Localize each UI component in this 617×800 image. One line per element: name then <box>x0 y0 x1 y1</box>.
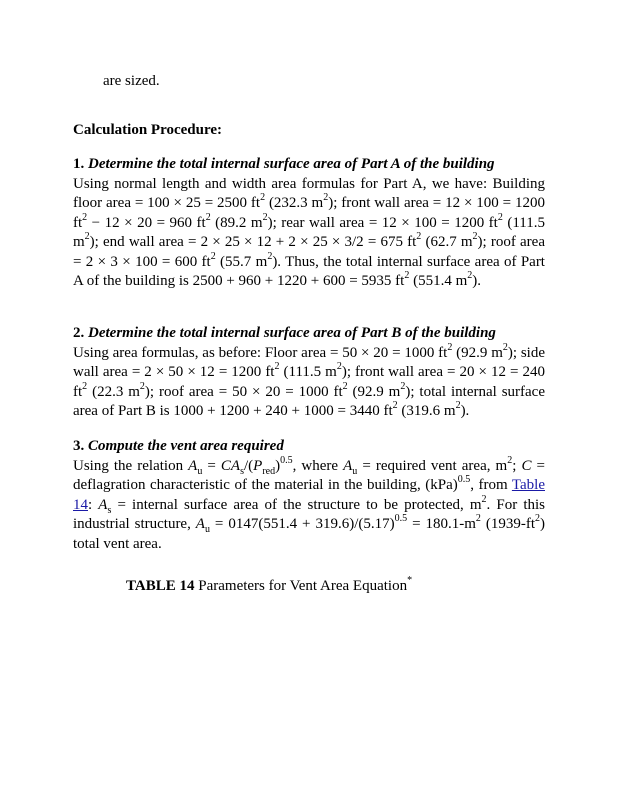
body-text-run: (319.6 m <box>397 403 456 419</box>
body-text-run: : <box>88 496 99 513</box>
body-text-run: = internal surface area of the structure to be protected, m <box>111 496 482 513</box>
superscript-text: 2 <box>82 380 88 392</box>
table-caption <box>126 577 412 597</box>
body-text-run: . For this industrial structure, <box>73 496 546 532</box>
superscript-text: 2 <box>392 400 398 411</box>
section-body <box>73 341 546 422</box>
section-number: 3. <box>73 438 85 454</box>
superscript-text: 2 <box>82 211 88 223</box>
italic-variable: A <box>188 457 198 474</box>
superscript-text: 2 <box>342 380 348 392</box>
superscript-text: 2 <box>336 361 342 372</box>
superscript-text: 2 <box>404 270 410 281</box>
body-text-run: Using normal length and width area formulas for Part A, we have: Building floor area = 100 × 25 = 2500 ft <box>73 175 545 211</box>
body-text-run: ). Thus, the total internal surface area of Part A of the building is 2500 + 960 + 1220 + 600 = 5935 ft <box>73 253 545 289</box>
superscript-text: 2 <box>260 192 266 203</box>
body-text-run: (92.9 m <box>347 383 401 400</box>
superscript-text: 2 <box>455 400 461 411</box>
superscript-text: 2 <box>481 493 487 505</box>
section-title-text: Determine the total internal surface area of Part A of the building <box>88 156 495 172</box>
body-text-run: (22.3 m <box>87 383 140 400</box>
italic-variable: P <box>253 457 263 474</box>
section-body <box>73 454 546 555</box>
table-caption-label: TABLE 14 <box>126 578 195 594</box>
superscript-text: 2 <box>416 231 422 242</box>
section-number: 1. <box>73 156 85 172</box>
superscript-text: 2 <box>472 231 478 242</box>
italic-variable: A <box>343 457 353 474</box>
subscript-text: u <box>352 465 358 477</box>
body-text-run: ; <box>512 457 522 474</box>
footnote-mark: * <box>407 575 413 586</box>
body-text-run: (1939-ft <box>480 516 535 532</box>
body-text-run: (92.9 m <box>452 344 503 361</box>
body-text-run: = <box>202 457 221 474</box>
body-text-run: (111.5 m <box>279 364 337 380</box>
section-title-text: Compute the vent area required <box>88 438 284 454</box>
subscript-text: s <box>240 465 244 477</box>
superscript-text: 2 <box>507 454 513 466</box>
body-text-run: = 180.1-m <box>407 516 476 532</box>
calculation-procedure-heading: Calculation Procedure: <box>73 122 223 138</box>
section-3 <box>73 437 545 554</box>
section-title <box>73 437 545 457</box>
superscript-text: 2 <box>210 250 216 262</box>
section-title-text: Determine the total internal surface area of Part B of the building <box>88 325 496 341</box>
body-text-run: ); roof area = 2 × 3 × 100 = 600 ft <box>73 234 545 270</box>
section-title <box>73 324 545 344</box>
superscript-text: 0.5 <box>280 454 293 466</box>
italic-variable: A <box>195 516 205 532</box>
section-1 <box>73 155 545 292</box>
body-text-run: , from <box>470 477 512 493</box>
superscript-text: 2 <box>447 341 453 353</box>
body-text-run: (232.3 m <box>265 195 324 211</box>
body-text-run: (111.5 m <box>73 214 545 250</box>
body-text-run: = required vent area, m <box>357 457 508 474</box>
superscript-text: 2 <box>400 380 406 392</box>
subscript-text: red <box>262 465 276 477</box>
body-text-run: Using the relation <box>73 457 189 474</box>
italic-variable: CA <box>220 457 241 474</box>
body-text-run: (551.4 m <box>409 273 468 289</box>
body-text-run: ); rear wall area = 12 × 100 = 1200 ft <box>267 214 498 231</box>
body-text-run: − 12 × 20 = 960 ft <box>87 214 206 231</box>
body-text-run: ); front wall area = 12 × 100 = 1200 ft <box>73 195 545 231</box>
body-text-run: Using area formulas, as before: Floor area = 50 × 20 = 1000 ft <box>73 344 448 361</box>
italic-variable: C <box>521 457 532 474</box>
superscript-text: 2 <box>205 211 211 223</box>
body-text-run: ). <box>472 273 482 289</box>
section-title <box>73 155 545 175</box>
body-text-run: ); total internal surface area of Part B is 1000 + 1200 + 240 + 1000 = 3440 ft <box>73 383 545 419</box>
section-2 <box>73 324 545 422</box>
table-caption-text: Parameters for Vent Area Equation <box>194 578 408 594</box>
body-text-run: (62.7 m <box>421 234 473 250</box>
body-text-run: ); roof area = 50 × 20 = 1000 ft <box>144 383 343 400</box>
section-number: 2. <box>73 325 85 341</box>
body-text-run: = deflagration characteristic of the material in the building, (kPa) <box>73 457 545 493</box>
body-text-run: ). <box>460 403 470 419</box>
superscript-text: 2 <box>139 380 145 392</box>
body-text-run: ); front wall area = 20 × 12 = 240 ft <box>73 364 545 400</box>
body-text-run: = 0147(551.4 + 319.6)/(5.17) <box>209 516 395 532</box>
superscript-text: 2 <box>262 211 268 223</box>
table-14-link[interactable]: Table 14 <box>73 477 545 513</box>
superscript-text: 2 <box>84 231 90 242</box>
superscript-text: 2 <box>502 341 508 353</box>
body-text-run: , where <box>292 457 344 474</box>
body-text-run: (89.2 m <box>210 214 263 231</box>
body-text-run: ) total vent area. <box>73 516 545 552</box>
superscript-text: 2 <box>267 250 273 262</box>
superscript-text: 2 <box>475 513 481 524</box>
superscript-text: 0.5 <box>394 513 408 524</box>
superscript-text: 2 <box>274 361 280 372</box>
body-text-run: /( <box>243 457 254 474</box>
body-text-run: (55.7 m <box>215 253 268 270</box>
superscript-text: 0.5 <box>457 474 471 485</box>
subscript-text: s <box>107 504 112 516</box>
continuation-text: are sized. <box>103 73 160 89</box>
superscript-text: 2 <box>535 513 540 524</box>
subscript-text: u <box>204 524 210 535</box>
superscript-text: 2 <box>323 192 329 203</box>
italic-variable: A <box>98 496 108 513</box>
body-text-run: ); side wall area = 2 × 50 × 12 = 1200 ft <box>73 344 546 380</box>
body-text-run: ); end wall area = 2 × 25 × 12 + 2 × 25 × 3/2 = 675 ft <box>89 234 417 250</box>
body-text-run: ) <box>275 457 281 474</box>
subscript-text: u <box>197 465 203 477</box>
superscript-text: 2 <box>497 211 503 223</box>
section-body <box>73 175 545 292</box>
superscript-text: 2 <box>467 270 473 281</box>
